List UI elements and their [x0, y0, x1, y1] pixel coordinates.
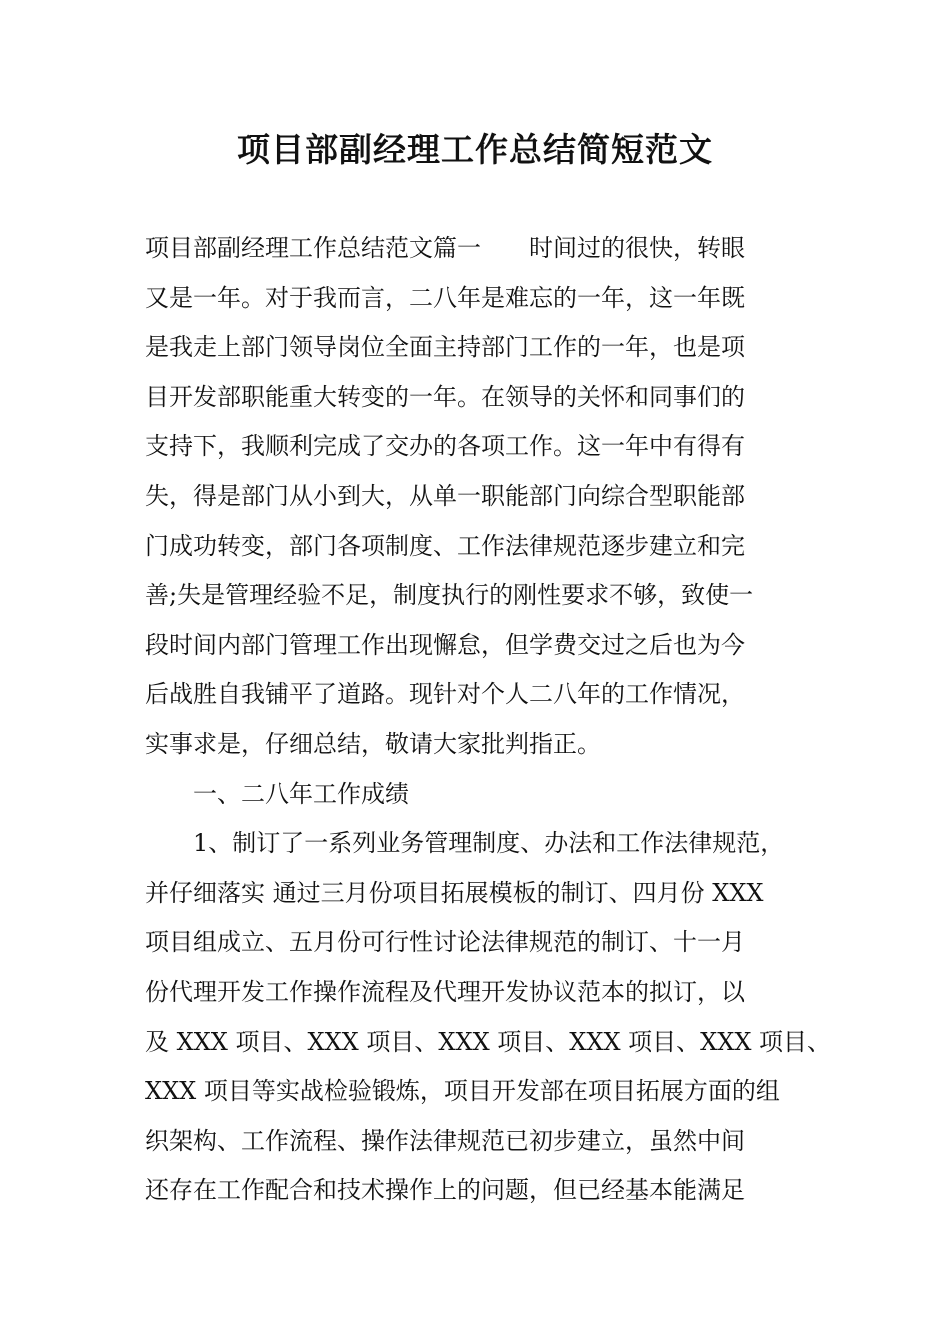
body-line: 实事求是，仔细总结，敬请大家批判指正。 [145, 729, 601, 758]
body-line: 织架构、工作流程、操作法律规范已初步建立，虽然中间 [145, 1126, 745, 1155]
body-line: 及 XXX 项目、XXX 项目、XXX 项目、XXX 项目、XXX 项目、 [145, 1027, 832, 1056]
body-line: 失，得是部门从小到大，从单一职能部门向综合型职能部 [145, 481, 745, 510]
body-line: 还存在工作配合和技术操作上的问题，但已经基本能满足 [145, 1176, 745, 1205]
document-body [145, 224, 835, 1216]
body-line: 份代理开发工作操作流程及代理开发协议范本的拟订，以 [145, 977, 745, 1006]
body-line: 后战胜自我铺平了道路。现针对个人二八年的工作情况， [145, 680, 745, 709]
body-line: 段时间内部门管理工作出现懈怠，但学费交过之后也为今 [145, 630, 745, 659]
body-line: 1、制订了一系列业务管理制度、办法和工作法律规范， [193, 829, 785, 858]
body-line: 项目部副经理工作总结范文篇一 时间过的很快，转眼 [145, 234, 745, 262]
body-line: 善;失是管理经验不足，制度执行的刚性要求不够，致使一 [145, 581, 754, 610]
document-title: 项目部副经理工作总结简短范文 [237, 130, 713, 169]
body-line: 门成功转变，部门各项制度、工作法律规范逐步建立和完 [145, 531, 745, 560]
body-line: 是我走上部门领导岗位全面主持部门工作的一年，也是项 [145, 333, 745, 362]
body-line: 并仔细落实 通过三月份项目拓展模板的制订、四月份 XXX [145, 878, 764, 907]
body-line: 支持下，我顺利完成了交办的各项工作。这一年中有得有 [145, 432, 745, 461]
body-line: 一、二八年工作成绩 [193, 779, 409, 808]
body-line: 目开发部职能重大转变的一年。在领导的关怀和同事们的 [145, 382, 745, 411]
body-line: XXX 项目等实战检验锻炼，项目开发部在项目拓展方面的组 [145, 1077, 780, 1106]
body-line: 项目组成立、五月份可行性讨论法律规范的制订、十一月 [145, 928, 745, 957]
body-line: 又是一年。对于我而言，二八年是难忘的一年，这一年既 [145, 283, 745, 312]
